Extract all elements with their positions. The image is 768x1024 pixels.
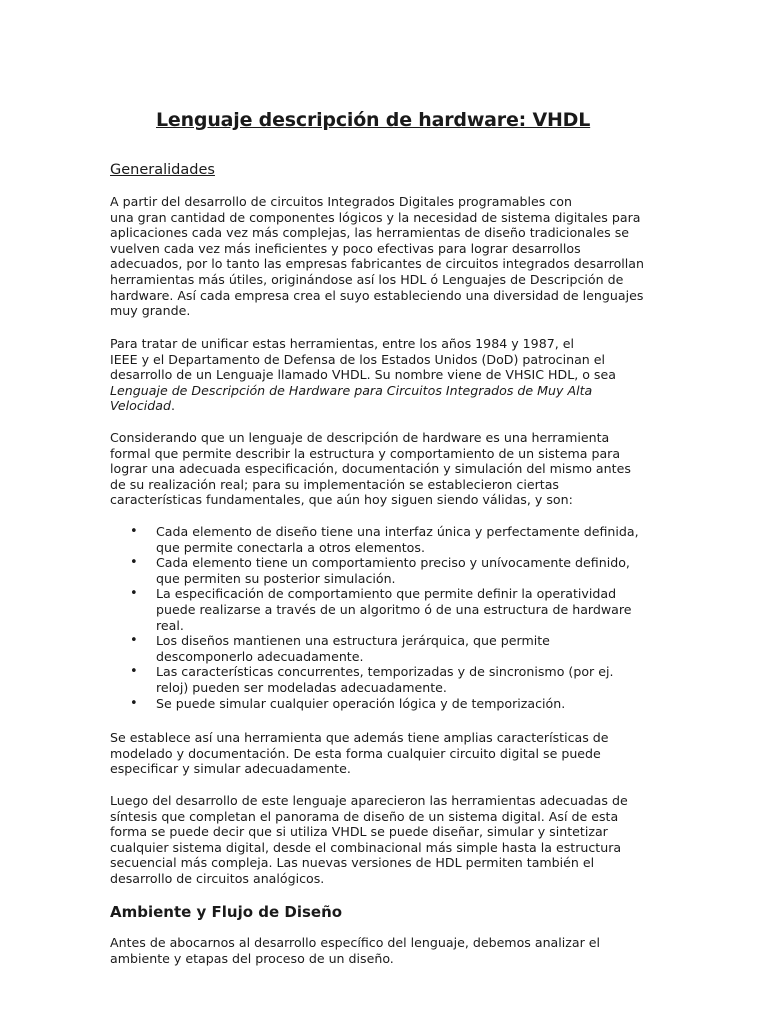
vhdl-expansion-italic: Lenguaje de Descripción de Hardware para Circuitos Integrados de Muy Alta Velocidad bbox=[110, 382, 593, 414]
characteristics-list bbox=[130, 524, 659, 711]
list-item: • Los diseños mantienen una estructura jerárquica, que permite descomponerlo adecuadamente. bbox=[130, 633, 659, 664]
section-heading-generalidades: Generalidades bbox=[110, 162, 215, 178]
paragraph-intro: A partir del desarrollo de circuitos Integrados Digitales programables con una gran cantidad de componentes lógicos y la necesidad de sistema digitales para aplicaciones cada vez más complejas, las herramientas de diseño tradicionales se vuelven cada vez más ineficientes y poco efectivas para lograr desarrollos adecuados, por lo tanto las empresas fabricantes de circuitos integrados desarrollan herramientas más útiles, originándose así los HDL ó Lenguajes de Descripción de hardware. Así cada empresa crea el suyo estableciendo una diversidad de lenguajes muy grande. bbox=[110, 194, 644, 319]
paragraph-synthesis: Luego del desarrollo de este lenguaje aparecieron las herramientas adecuadas de síntesis que completan el panorama de diseño de un sistema digital. Así de esta forma se puede decir que si utiliza VHDL se puede diseñar, simular y sintetizar cualquier sistema digital, desde el combinacional más simple hasta la estructura secuencial más compleja. Las nuevas versiones de HDL permiten también el desarrollo de circuitos analógicos. bbox=[110, 793, 628, 886]
paragraph-ambiente-intro: Antes de abocarnos al desarrollo específico del lenguaje, debemos analizar el ambiente y etapas del proceso de un diseño. bbox=[110, 935, 601, 966]
list-item: • Se puede simular cualquier operación lógica y de temporización. bbox=[130, 696, 659, 712]
vhdl-expansion-period: . bbox=[170, 398, 175, 414]
list-item: • Cada elemento tiene un comportamiento preciso y unívocamente definido, que permiten su posterior simulación. bbox=[130, 555, 659, 586]
section-heading-ambiente: Ambiente y Flujo de Diseño bbox=[110, 903, 343, 921]
paragraph-characteristics-intro: Considerando que un lenguaje de descripción de hardware es una herramienta formal que permite describir la estructura y comportamiento de un sistema para lograr una adecuada especificación, documentación y simulación del mismo antes de su realización real; para su implementación se establecieron ciertas características fundamentales, que aún hoy siguen siendo válidas, y son: bbox=[110, 430, 631, 508]
paragraph-tool-summary: Se establece así una herramienta que además tiene amplias características de modelado y documentación. De esta forma cualquier circuito digital se puede especificar y simular adecuadamente. bbox=[110, 730, 609, 777]
list-item: • Las características concurrentes, temporizadas y de sincronismo (por ej. reloj) pueden ser modeladas adecuadamente. bbox=[130, 664, 659, 695]
paragraph-vhdl-origin-text: Para tratar de unificar estas herramientas, entre los años 1984 y 1987, el IEEE y el Departamento de Defensa de los Estados Unidos (DoD) patrocinan el desarrollo de un Lenguaje llamado VHDL. Su nombre viene de VHSIC HDL, o sea bbox=[110, 336, 616, 383]
list-item: • La especificación de comportamiento que permite definir la operatividad puede realizarse a través de un algoritmo ó de una estructura de hardware real. bbox=[130, 586, 659, 633]
paragraph-vhdl-origin bbox=[110, 336, 659, 414]
list-item: • Cada elemento de diseño tiene una interfaz única y perfectamente definida, que permite conectarla a otros elementos. bbox=[130, 524, 659, 555]
document-title: Lenguaje descripción de hardware: VHDL bbox=[156, 109, 591, 131]
